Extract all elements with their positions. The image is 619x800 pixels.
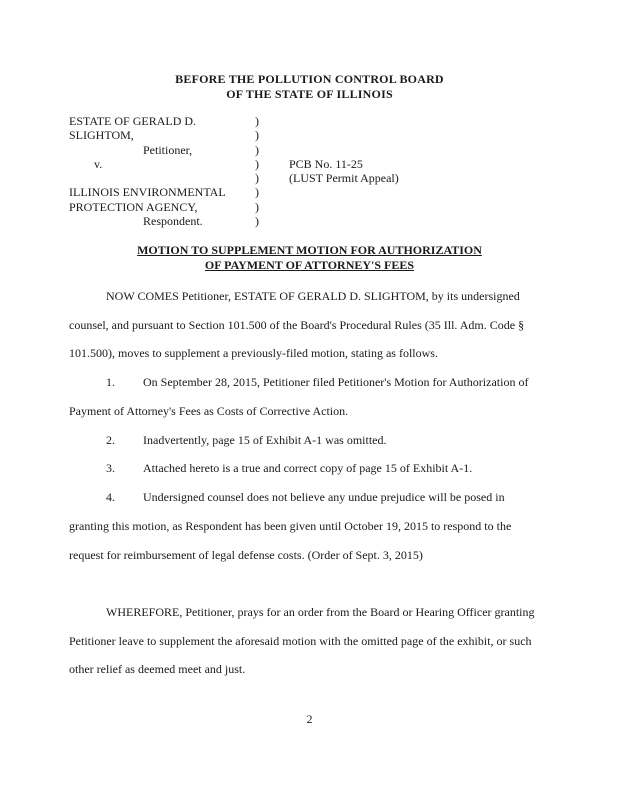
item-3-line-1: Attached hereto is a true and correct copy of page 15 of Exhibit A-1. — [143, 461, 473, 475]
caption-paren: ) — [255, 200, 259, 214]
caption-line-petitioner-name-1: ESTATE OF GERALD D. — [69, 114, 197, 128]
caption-paren: ) — [255, 171, 259, 185]
item-number-1: 1. — [106, 375, 115, 389]
caption-line-respondent-name-2: PROTECTION AGENCY, — [69, 200, 198, 214]
page-number: 2 — [306, 712, 313, 726]
caption-paren: ) — [255, 185, 259, 199]
motion-title-line1: MOTION TO SUPPLEMENT MOTION FOR AUTHORIZATION — [137, 243, 482, 257]
caption-paren: ) — [255, 157, 259, 171]
item-number-2: 2. — [106, 433, 115, 447]
wherefore-line-2: Petitioner leave to supplement the aforesaid motion with the omitted page of the exhibit, or such — [69, 634, 532, 648]
item-4-line-2: granting this motion, as Respondent has been given until October 19, 2015 to respond to the — [69, 519, 512, 533]
intro-line-3: 101.500), moves to supplement a previously-filed motion, stating as follows. — [69, 346, 438, 360]
board-heading-line1: BEFORE THE POLLUTION CONTROL BOARD — [175, 72, 444, 86]
board-heading-line2: OF THE STATE OF ILLINOIS — [226, 87, 393, 101]
caption-line-respondent-role: Respondent. — [143, 214, 203, 228]
caption-line-respondent-name-1: ILLINOIS ENVIRONMENTAL — [69, 185, 226, 199]
wherefore-line-1: WHEREFORE, Petitioner, prays for an order from the Board or Hearing Officer granting — [106, 605, 535, 619]
wherefore-line-3: other relief as deemed meet and just. — [69, 662, 246, 676]
caption-paren: ) — [255, 143, 259, 157]
caption-paren: ) — [255, 128, 259, 142]
item-1-line-1: On September 28, 2015, Petitioner filed Petitioner's Motion for Authorization of — [143, 375, 529, 389]
case-number: PCB No. 11-25 — [289, 157, 363, 171]
item-number-3: 3. — [106, 461, 115, 475]
motion-title-line2: OF PAYMENT OF ATTORNEY'S FEES — [204, 258, 415, 272]
caption-line-versus: v. — [94, 157, 103, 171]
caption-paren: ) — [255, 114, 259, 128]
item-number-4: 4. — [106, 490, 115, 504]
item-2-line-1: Inadvertently, page 15 of Exhibit A-1 was omitted. — [143, 433, 387, 447]
intro-line-2: counsel, and pursuant to Section 101.500 of the Board's Procedural Rules (35 Ill. Adm. Code § — [69, 318, 525, 332]
caption-paren: ) — [255, 214, 259, 228]
caption-line-petitioner-role: Petitioner, — [143, 143, 193, 157]
item-1-line-2: Payment of Attorney's Fees as Costs of Corrective Action. — [69, 404, 349, 418]
caption-line-petitioner-name-2: SLIGHTOM, — [69, 128, 134, 142]
intro-line-1: NOW COMES Petitioner, ESTATE OF GERALD D. SLIGHTOM, by its undersigned — [106, 289, 520, 303]
item-4-line-1: Undersigned counsel does not believe any undue prejudice will be posed in — [143, 490, 505, 504]
case-type: (LUST Permit Appeal) — [289, 171, 399, 185]
item-4-line-3: request for reimbursement of legal defense costs. (Order of Sept. 3, 2015) — [69, 548, 423, 562]
